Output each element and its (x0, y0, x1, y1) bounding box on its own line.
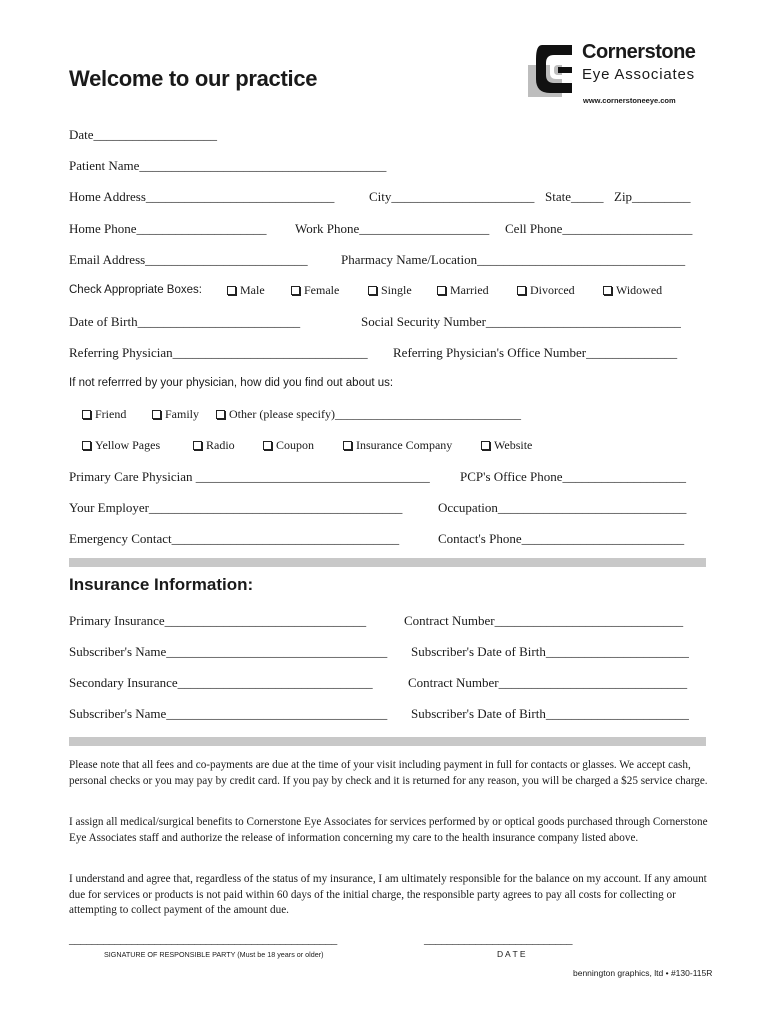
checkbox-married[interactable] (437, 283, 489, 298)
check-boxes-label: Check Appropriate Boxes: (69, 284, 202, 296)
checkbox-male[interactable] (227, 283, 265, 298)
city-field[interactable]: City______________________ (369, 189, 535, 204)
cornerstone-logo-mark-icon (528, 45, 576, 97)
footer-credit: bennington graphics, ltd • #130-115R (573, 968, 713, 978)
checkbox-icon (343, 441, 352, 450)
employer-field[interactable]: Your Employer_______________________________________ (69, 500, 403, 515)
checkbox-icon (216, 410, 225, 419)
checkbox-label: Male (240, 283, 265, 297)
checkbox-label: Yellow Pages (95, 438, 161, 452)
dob-field[interactable]: Date of Birth_________________________ (69, 314, 301, 329)
checkbox-icon (193, 441, 202, 450)
checkbox-label: Coupon (276, 438, 315, 452)
section-divider (69, 558, 706, 567)
pcp-phone-field[interactable]: PCP's Office Phone___________________ (460, 469, 686, 484)
checkbox-icon (368, 286, 377, 295)
checkbox-radio[interactable] (193, 438, 235, 453)
checkbox-icon (517, 286, 526, 295)
checkbox-family[interactable] (152, 407, 199, 422)
referring-physician-field[interactable]: Referring Physician______________________________ (69, 345, 368, 360)
occupation-field[interactable]: Occupation_____________________________ (438, 500, 687, 515)
subscriber-dob-2-field[interactable]: Subscriber's Date of Birth______________________ (411, 706, 689, 721)
date-field[interactable]: Date___________________ (69, 127, 218, 142)
home-address-field[interactable]: Home Address_____________________________ (69, 189, 335, 204)
checkbox-label: Radio (206, 438, 235, 452)
referring-office-field[interactable]: Referring Physician's Office Number______________ (393, 345, 678, 360)
subscriber-name-2-field[interactable]: Subscriber's Name__________________________________ (69, 706, 388, 721)
subscriber-dob-field[interactable]: Subscriber's Date of Birth______________________ (411, 644, 689, 659)
checkbox-icon (82, 441, 91, 450)
checkbox-label: Single (381, 283, 412, 297)
zip-field[interactable]: Zip_________ (614, 189, 691, 204)
checkbox-label: Widowed (616, 283, 663, 297)
logo-name: Cornerstone (582, 41, 696, 63)
checkbox-label: Married (450, 283, 489, 297)
pharmacy-field[interactable]: Pharmacy Name/Location________________________________ (341, 252, 686, 267)
insurance-heading: Insurance Information: (69, 575, 254, 594)
checkbox-website[interactable] (481, 438, 532, 453)
checkbox-icon (291, 286, 300, 295)
checkbox-icon (263, 441, 272, 450)
checkbox-label: Female (304, 283, 340, 297)
logo-subtitle: Eye Associates (582, 66, 695, 83)
checkbox-icon (227, 286, 236, 295)
signature-line[interactable]: _______________________________________________ (69, 932, 337, 946)
state-field[interactable]: State_____ (545, 189, 604, 204)
checkbox-friend[interactable] (82, 407, 126, 422)
checkbox-label: Website (494, 438, 533, 452)
assignment-paragraph: I assign all medical/surgical benefits to Cornerstone Eye Associates for services performed by or optical goods purchased through Cornerstone Eye Associates staff and authorize the release of information concerning my care to the health insurance company listed above. (69, 816, 708, 844)
checkbox-coupon[interactable] (263, 438, 314, 453)
checkbox-icon (152, 410, 161, 419)
checkbox-label: Other (please specify)_______________________________ (229, 407, 521, 421)
emergency-contact-field[interactable]: Emergency Contact___________________________________ (69, 531, 400, 546)
responsibility-paragraph: I understand and agree that, regardless of the status of my insurance, I am ultimately responsible for the balance on my account. If any amount due for services or products is not paid within 60 days of the initial charge, the responsible party agrees to pay all costs for collecting or attempting to collect payment of the amount due. (69, 873, 707, 916)
checkbox-label: Family (165, 407, 200, 421)
checkbox-insurance-company[interactable] (343, 438, 452, 453)
contract-number-field[interactable]: Contract Number_____________________________ (404, 613, 684, 628)
work-phone-field[interactable]: Work Phone____________________ (295, 221, 490, 236)
checkbox-single[interactable] (368, 283, 412, 298)
patient-name-field[interactable]: Patient Name______________________________________ (69, 158, 387, 173)
date-signature-line[interactable]: __________________________ (424, 932, 573, 946)
payment-terms-paragraph: Please note that all fees and co-payments are due at the time of your visit including payment in full for contacts or glasses. We accept cash, personal checks or you may pay by credit card. If you pay by check and it is returned for any reason, you will be charged a $25 service charge. (69, 759, 708, 787)
email-field[interactable]: Email Address_________________________ (69, 252, 308, 267)
date-label: D A T E (497, 949, 526, 959)
checkbox-icon (481, 441, 490, 450)
contract-number-2-field[interactable]: Contract Number_____________________________ (408, 675, 688, 690)
signature-label: SIGNATURE OF RESPONSIBLE PARTY (Must be 18 years or older) (104, 950, 324, 959)
subscriber-name-field[interactable]: Subscriber's Name__________________________________ (69, 644, 388, 659)
contact-phone-field[interactable]: Contact's Phone_________________________ (438, 531, 685, 546)
section-divider (69, 737, 706, 746)
checkbox-widowed[interactable] (603, 283, 662, 298)
checkbox-label: Insurance Company (356, 438, 453, 452)
page-title: Welcome to our practice (69, 66, 318, 91)
pcp-field[interactable]: Primary Care Physician ____________________________________ (69, 469, 430, 484)
checkbox-female[interactable] (291, 283, 339, 298)
checkbox-other[interactable] (216, 407, 521, 422)
logo-url: www.cornerstoneeye.com (583, 96, 676, 105)
ssn-field[interactable]: Social Security Number______________________________ (361, 314, 681, 329)
referral-question: If not referrred by your physician, how did you find out about us: (69, 377, 394, 389)
checkbox-yellow-pages[interactable] (82, 438, 160, 453)
secondary-insurance-field[interactable]: Secondary Insurance______________________________ (69, 675, 373, 690)
cell-phone-field[interactable]: Cell Phone____________________ (505, 221, 693, 236)
checkbox-icon (437, 286, 446, 295)
checkbox-icon (82, 410, 91, 419)
primary-insurance-field[interactable]: Primary Insurance_______________________________ (69, 613, 367, 628)
checkbox-divorced[interactable] (517, 283, 575, 298)
home-phone-field[interactable]: Home Phone____________________ (69, 221, 267, 236)
checkbox-icon (603, 286, 612, 295)
checkbox-label: Divorced (530, 283, 575, 297)
checkbox-label: Friend (95, 407, 127, 421)
